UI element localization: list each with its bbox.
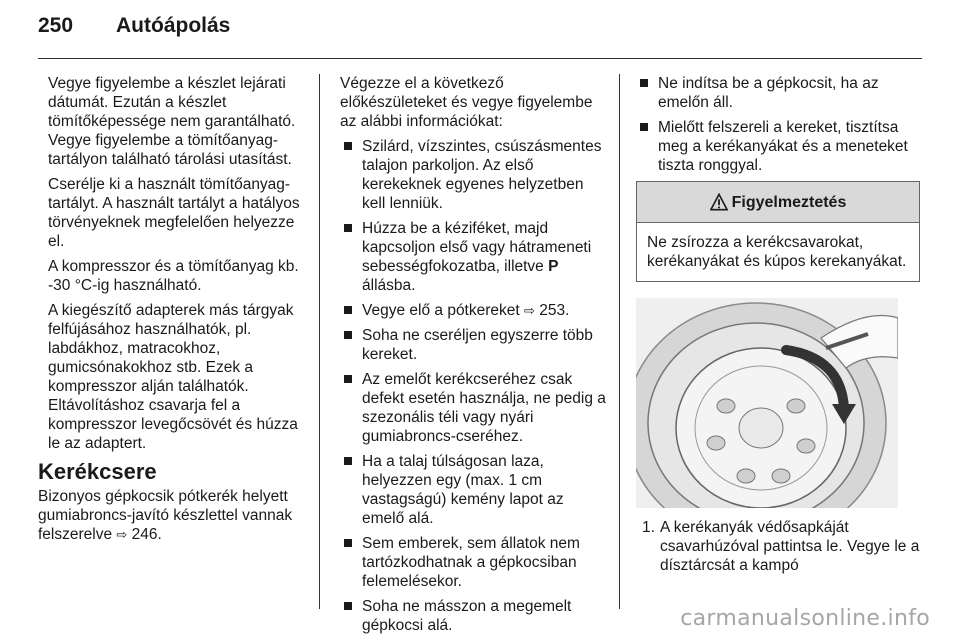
intro-paragraph: Végezze el a következő előkészületeket és vegye figyelembe az alábbi információkat: — [340, 75, 593, 130]
bullet-square-icon — [344, 142, 352, 150]
step-number: 1. — [642, 519, 655, 536]
warning-text: Ne zsírozza a kerékcsavarokat, kerékanyákat és kúpos kerekanyákat. — [647, 234, 907, 270]
section-text: Bizonyos gépkocsik pótkerék helyett gumiabroncs-javító készlettel vannak felszerelve — [38, 488, 293, 543]
warning-triangle-icon — [710, 193, 728, 211]
header-divider — [38, 58, 922, 59]
steps-list — [636, 518, 926, 575]
step-item — [636, 518, 926, 575]
bullet-square-icon — [344, 224, 352, 232]
bullet-square-icon — [344, 331, 352, 339]
list-item: Soha ne cseréljen egyszerre több kereket. — [340, 326, 608, 364]
page-ref-arrow-icon: ⇨ — [524, 303, 535, 318]
warning-header — [637, 182, 919, 223]
page-number: 250 — [38, 14, 74, 37]
page-ref-arrow-icon: ⇨ — [116, 527, 128, 542]
paragraph: Vegye figyelembe a készlet lejárati dátumát. Ezután a készlet tömítőképessége nem garantálható. Vegye figyelembe a tömítőanyag-tartályon található tárolási utasítást. — [48, 75, 296, 168]
paragraph: A kiegészítő adapterek más tárgyak felfújásához használhatók, pl. labdákhoz, matracokhoz, gumicsónakokhoz stb. Ezek a kompresszor alján találhatók. Eltávolításhoz csavarja fel a kompresszor levegőcsövét és húzza le az adaptert. — [48, 302, 298, 452]
warning-box — [636, 181, 920, 282]
list-item: Soha ne másszon a megemelt gépkocsi alá. — [340, 597, 608, 635]
step-text: A kerékanyák védősapkáját csavarhúzóval pattintsa le. Vegye le a dísztárcsát a kampó — [660, 519, 920, 574]
bullet-square-icon — [640, 123, 648, 131]
chapter-title: Autóápolás — [116, 14, 231, 37]
list-item: Ne indítsa be a gépkocsit, ha az emelőn áll. — [636, 74, 926, 112]
bullet-square-icon — [344, 539, 352, 547]
wheel-cap-removal-illustration — [636, 298, 898, 508]
bullet-square-icon — [344, 602, 352, 610]
column-divider — [319, 74, 320, 609]
safety-list — [636, 74, 926, 175]
column-2 — [340, 74, 608, 641]
list-item: Sem emberek, sem állatok nem tartózkodhatnak a gépkocsiban felemelésekor. — [340, 534, 608, 591]
bullet-square-icon — [344, 306, 352, 314]
page-reference-link[interactable]: 246. — [131, 526, 162, 543]
warning-title: Figyelmeztetés — [731, 193, 847, 211]
list-item: Szilárd, vízszintes, csúszásmentes talajon parkoljon. Az első kerekeknek egyenes helyzetben kell lenniük. — [340, 137, 608, 213]
gear-letter: P — [548, 258, 559, 275]
wheel-illustration-icon — [636, 298, 898, 508]
precaution-list — [340, 137, 608, 635]
column-3 — [636, 74, 926, 575]
section-heading: Kerékcsere — [38, 459, 157, 484]
list-item: Mielőtt felszereli a kereket, tisztítsa meg a kerékanyákat és a meneteket tiszta ronggyal. — [636, 118, 926, 175]
page-reference-link[interactable]: 253. — [539, 302, 570, 319]
paragraph: Cserélje ki a használt tömítőanyag-tartályt. A használt tartályt a hatályos törvényeknek megfelelően helyezze el. — [48, 176, 300, 250]
list-item: Ha a talaj túlságosan laza, helyezzen egy (max. 1 cm vastagságú) kemény lapot az emelő alá. — [340, 452, 608, 528]
bullet-square-icon — [344, 375, 352, 383]
column-divider — [619, 74, 620, 609]
watermark: carmanualsonline.info — [680, 606, 930, 631]
paragraph: A kompresszor és a tömítőanyag kb. -30 °C-ig használható. — [48, 258, 299, 294]
list-item: Az emelőt kerékcseréhez csak defekt esetén használja, ne pedig a szezonális téli vagy nyári gumiabroncs-cseréhez. — [340, 370, 608, 446]
list-item: Húzza be a kéziféket, majd kapcsoljon első vagy hátrameneti sebességfokozatba, illetve P állásba. — [340, 219, 608, 295]
column-1 — [38, 74, 306, 550]
section-paragraph — [38, 487, 306, 544]
list-item: Vegye elő a pótkereket ⇨ 253. — [340, 301, 608, 320]
bullet-square-icon — [640, 79, 648, 87]
bullet-square-icon — [344, 457, 352, 465]
